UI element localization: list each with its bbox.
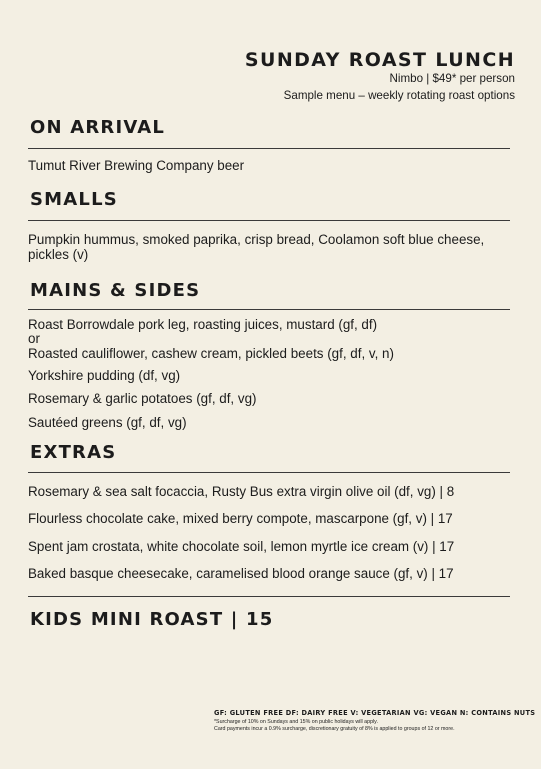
menu-item: Flourless chocolate cake, mixed berry compote, mascarpone (gf, v) | 17 xyxy=(28,511,453,526)
section-title-extras: EXTRAS xyxy=(30,442,117,463)
menu-item: Sautéed greens (gf, df, vg) xyxy=(28,415,187,430)
menu-item: Rosemary & sea salt focaccia, Rusty Bus extra virgin olive oil (df, vg) | 8 xyxy=(28,484,455,499)
section-divider xyxy=(28,220,510,221)
menu-item: Spent jam crostata, white chocolate soil, lemon myrtle ice cream (v) | 17 xyxy=(28,539,455,554)
section-title-smalls: SMALLS xyxy=(30,189,118,210)
menu-item: Tumut River Brewing Company beer xyxy=(28,158,245,173)
section-divider xyxy=(28,596,510,597)
menu-item: Rosemary & garlic potatoes (gf, df, vg) xyxy=(28,391,257,406)
menu-item: Roasted cauliflower, cashew cream, pickled beets (gf, df, v, n) xyxy=(28,346,394,361)
card-note: Card payments incur a 0.9% surcharge, discretionary gratuity of 8% is applied to groups of 12 or more. xyxy=(214,726,455,732)
section-divider xyxy=(28,309,510,310)
section-divider xyxy=(28,148,510,149)
section-title-mains-sides: MAINS & SIDES xyxy=(30,280,201,301)
menu-item: Baked basque cheesecake, caramelised blood orange sauce (gf, v) | 17 xyxy=(28,566,454,581)
dietary-legend: GF: GLUTEN FREE DF: DAIRY FREE V: VEGETARIAN VG: VEGAN N: CONTAINS NUTS xyxy=(214,709,536,717)
menu-item: Roast Borrowdale pork leg, roasting juices, mustard (gf, df) xyxy=(28,317,378,332)
section-divider xyxy=(28,472,510,473)
menu-title: SUNDAY ROAST LUNCH xyxy=(244,49,515,71)
menu-note: Sample menu – weekly rotating roast options xyxy=(283,89,515,102)
menu-item: Yorkshire pudding (df, vg) xyxy=(28,368,181,383)
venue-price: Nimbo | $49* per person xyxy=(389,72,515,85)
menu-item-or: or xyxy=(28,331,40,346)
menu-item: Pumpkin hummus, smoked paprika, crisp bread, Coolamon soft blue cheese, pickles (v) xyxy=(28,232,485,262)
section-title-kids: KIDS MINI ROAST | 15 xyxy=(30,609,274,630)
surcharge-note: *Surcharge of 10% on Sundays and 15% on public holidays will apply. xyxy=(214,719,378,725)
section-title-on-arrival: ON ARRIVAL xyxy=(30,117,166,138)
